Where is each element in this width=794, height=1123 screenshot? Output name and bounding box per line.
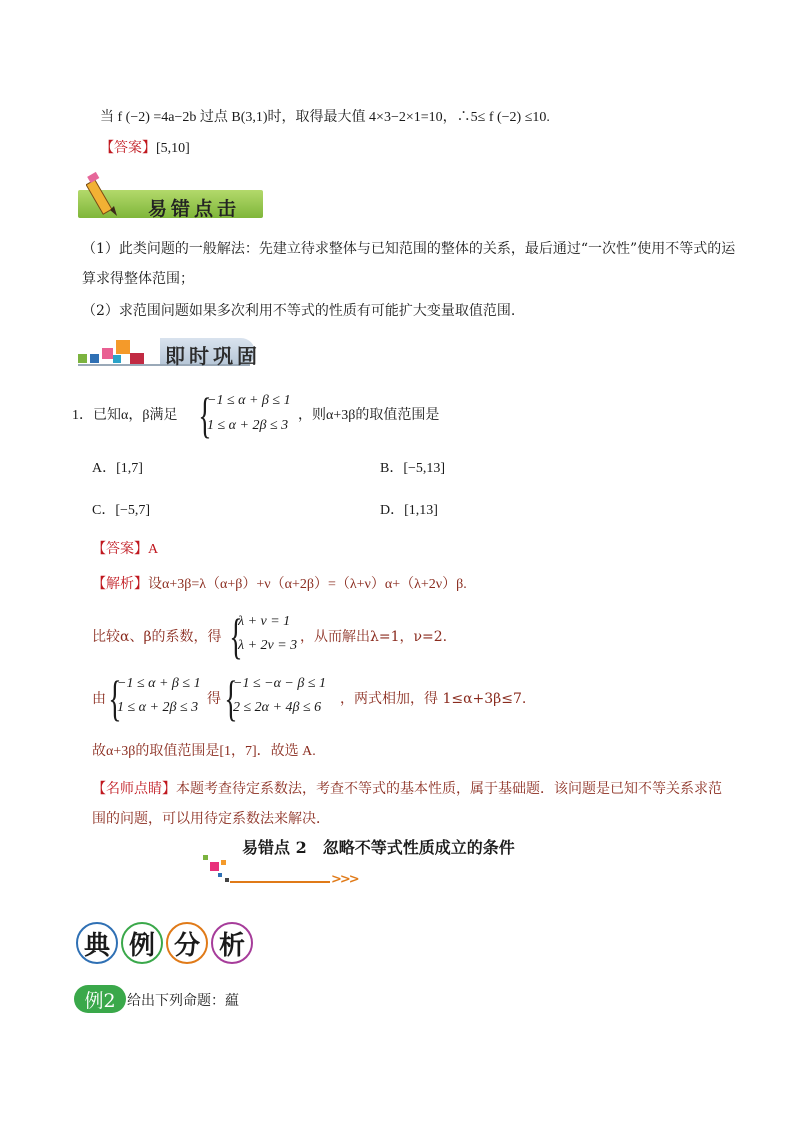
- compare-prefix: 比较α、β的系数，得: [92, 629, 222, 645]
- deco-square: [90, 354, 99, 363]
- teacher-note-line-2: 围的问题，可以用待定系数法来解决．: [92, 811, 330, 827]
- from-ineq-1: −1 ≤ α + β ≤ 1: [117, 676, 201, 691]
- get-ineq-1: −1 ≤ −α − β ≤ 1: [233, 676, 327, 691]
- point2-heading: 易错点 2 忽略不等式性质成立的条件: [242, 838, 515, 857]
- deco-square: [221, 860, 226, 865]
- q1-brace: {: [198, 387, 212, 443]
- from-brace: {: [108, 670, 122, 726]
- consolidate-title: 即时巩固: [165, 344, 261, 368]
- compare-suffix: ，从而解出λ=1，ν=2.: [300, 629, 448, 645]
- example-2-text: 给出下列命题：藴: [127, 993, 239, 1009]
- deco-square: [113, 355, 121, 363]
- example-analysis-char-1: 典: [76, 922, 118, 964]
- q1-option-d: D．[1,13]: [380, 503, 438, 518]
- solution-answer-value: A: [148, 542, 159, 557]
- mistake-point-1b: 算求得整体范围；: [82, 271, 194, 287]
- q1-system-2: 1 ≤ α + 2β ≤ 3: [207, 418, 289, 433]
- deco-square: [225, 878, 229, 882]
- deco-square: [78, 354, 87, 363]
- example-analysis-char-2: 例: [121, 922, 163, 964]
- chevrons-right-icon: >>>: [331, 872, 358, 887]
- deco-square: [102, 348, 113, 359]
- mistake-point-1: （1）此类问题的一般解法：先建立待求整体与已知范围的整体的关系，最后通过“一次性”使用不等式的运: [82, 241, 736, 257]
- mistake-point-2: （2）求范围问题如果多次利用不等式的性质有可能扩大变量取值范围.: [82, 303, 516, 319]
- heading-arrow-line: [230, 881, 330, 883]
- teacher-note-label: 【名师点睛】: [92, 781, 176, 797]
- teacher-note-text-1: 本题考查待定系数法，考查不等式的基本性质，属于基础题．该问题是已知不等关系求范: [176, 781, 722, 797]
- answer-label: 【答案】: [100, 140, 156, 156]
- solution-answer-label: 【答案】: [92, 541, 148, 557]
- deco-square: [218, 873, 222, 877]
- answer-value: [5,10]: [156, 141, 190, 156]
- analysis-text: 设α+3β=λ（α+β）+ν（α+2β）=（λ+ν）α+（λ+2ν）β.: [148, 577, 467, 592]
- sum-text: ，两式相加，得 1≤α+3β≤7.: [340, 691, 527, 707]
- deco-square: [210, 862, 219, 871]
- q1-system-1: −1 ≤ α + β ≤ 1: [207, 393, 291, 408]
- intro-answer: [100, 137, 190, 157]
- from-ineq-2: 1 ≤ α + 2β ≤ 3: [117, 700, 199, 715]
- deco-square: [116, 340, 130, 354]
- get-text: 得: [207, 691, 221, 707]
- easy-mistake-title: 易错点击: [148, 198, 241, 220]
- q1-suffix: ，则α+3β的取值范围是: [298, 408, 440, 423]
- analysis-label: 【解析】: [92, 576, 148, 592]
- get-ineq-2: 2 ≤ 2α + 4β ≤ 6: [233, 700, 322, 715]
- pencil-icon: [86, 170, 126, 220]
- example-analysis-char-4: 析: [211, 922, 253, 964]
- q1-option-a: A．[1,7]: [92, 461, 143, 476]
- solution-analysis: [92, 573, 467, 593]
- q1-option-c: C．[−5,7]: [92, 503, 151, 518]
- compare-brace: {: [229, 608, 243, 664]
- intro-text: 当 f (−2) =4a−2b 过点 B(3,1)时，取得最大值 4×3−2×1=10，∴5≤ f (−2) ≤10.: [100, 110, 550, 125]
- from-text: 由: [92, 691, 106, 707]
- q1-prefix: 1．已知α，β满足: [72, 408, 178, 423]
- get-brace: {: [224, 670, 238, 726]
- deco-square: [203, 855, 208, 860]
- teacher-note-line-1: [92, 778, 722, 798]
- solution-answer: [92, 538, 158, 558]
- q1-option-b: B．[−5,13]: [380, 461, 446, 476]
- conclusion: 故α+3β的取值范围是[1，7]．故选 A.: [92, 744, 316, 759]
- example-2-badge: 例2: [74, 985, 126, 1013]
- compare-eq-1: λ + ν = 1: [238, 614, 291, 629]
- example-analysis-char-3: 分: [166, 922, 208, 964]
- compare-eq-2: λ + 2ν = 3: [238, 638, 298, 653]
